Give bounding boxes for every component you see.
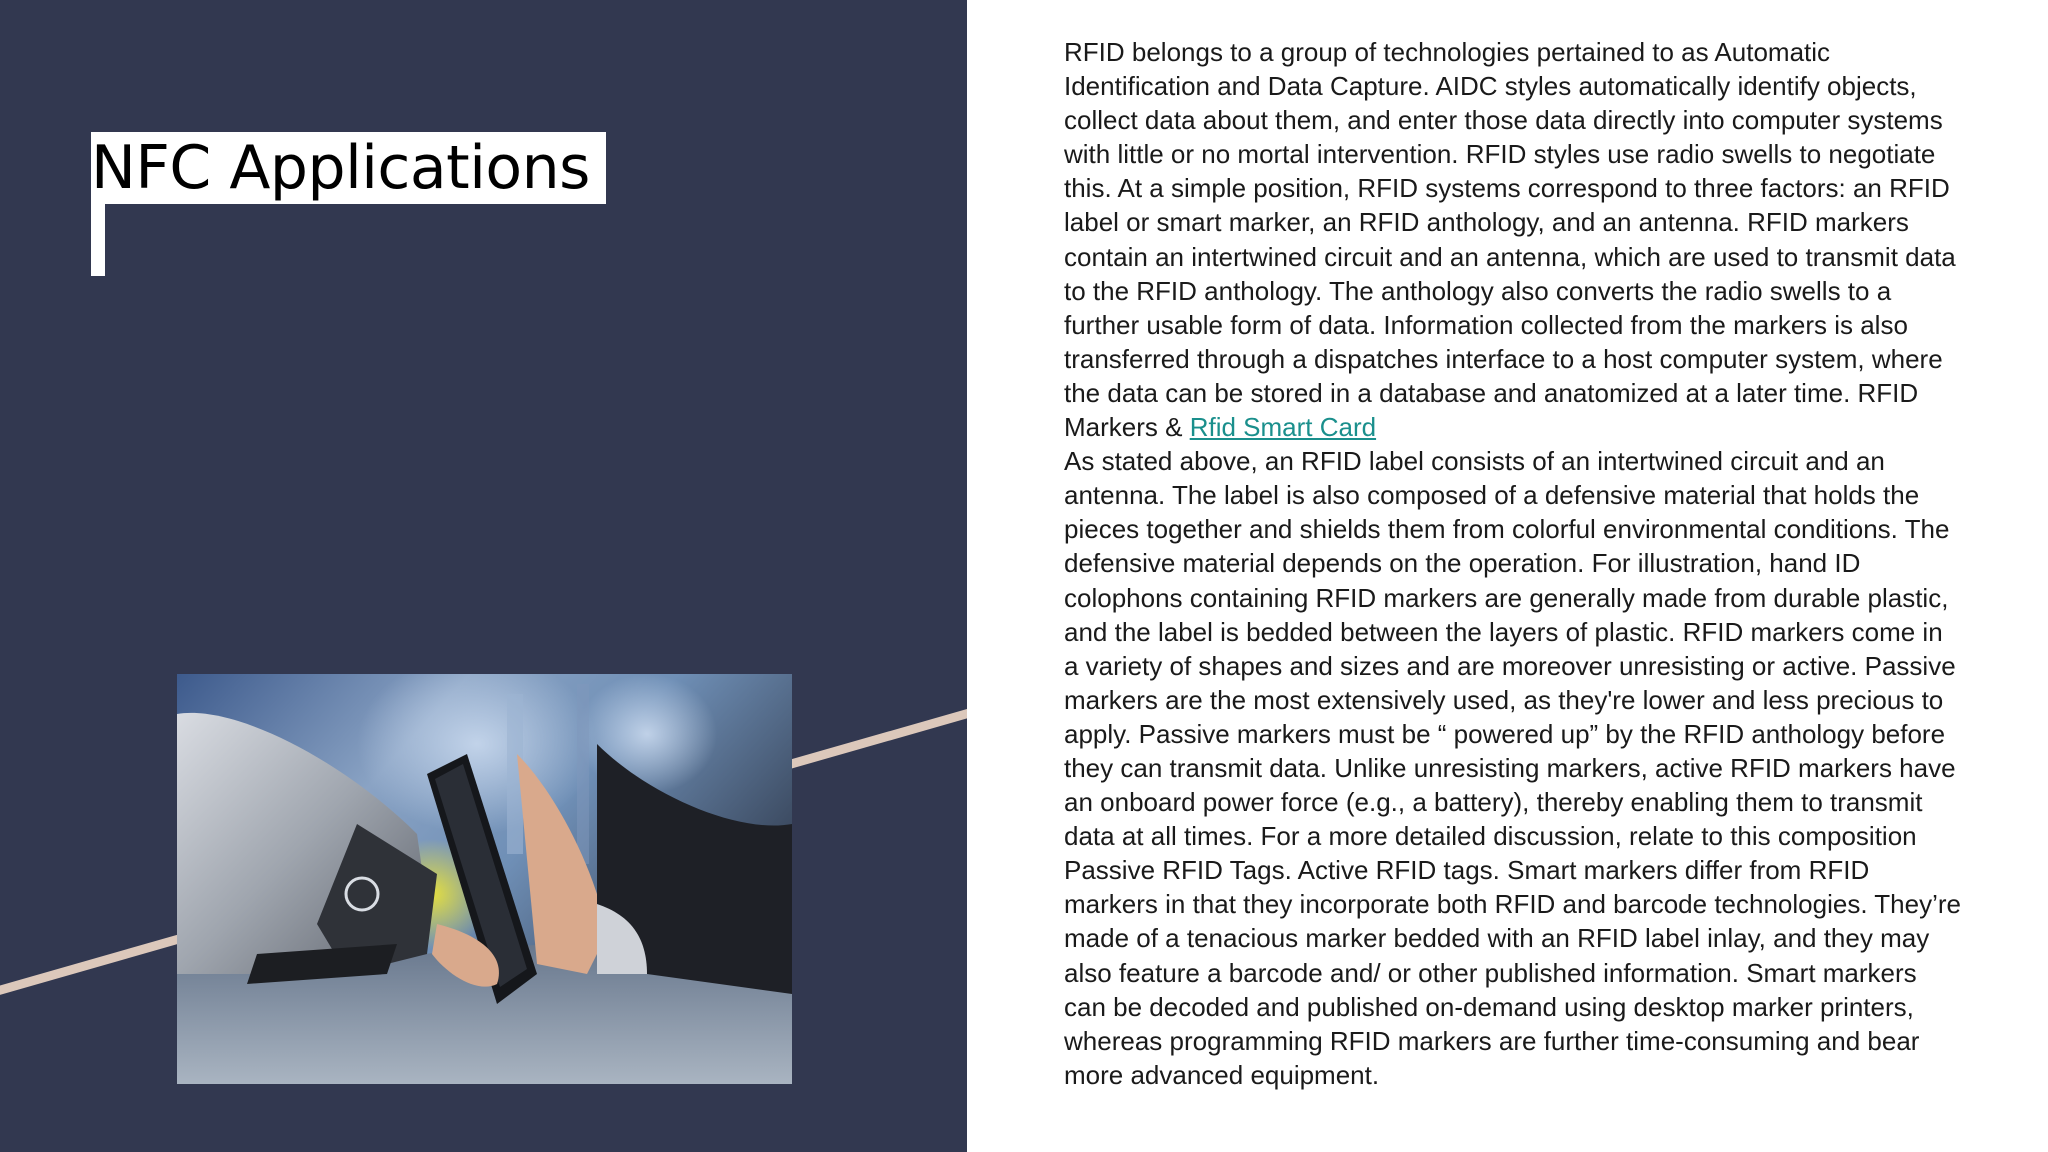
right-panel <box>967 0 2048 1152</box>
left-panel <box>0 0 967 1152</box>
nfc-payment-photo <box>177 674 792 1084</box>
title-highlight <box>91 132 606 204</box>
title-accent-bar <box>91 204 105 276</box>
body-paragraph-2: As stated above, an RFID label consists of an intertwined circuit and an antenna. The label is also composed of a defensive material that holds the pieces together and shields them from colorful environmental conditions. The defensive material depends on the operation. For illustration, hand ID colophons containing RFID markers are generally made from durable plastic, and the label is bedded between the layers of plastic. RFID markers come in a variety of shapes and sizes and are moreover unresisting or active. Passive markers are the most extensively used, as they're lower and less precious to apply. Passive markers must be “ powered up” by the RFID anthology before they can transmit data. Unlike unresisting markers, active RFID markers have an onboard power force (e.g., a battery), thereby enabling them to transmit data at all times. For a more detailed discussion, relate to this composition Passive RFID Tags. Active RFID tags. Smart markers differ from RFID markers in that they incorporate both RFID and barcode technologies. They’re made of a tenacious marker bedded with an RFID label inlay, and they may also feature a barcode and/ or other published information. Smart markers can be decoded and published on-demand using desktop marker printers, whereas programming RFID markers are further time-consuming and bear more advanced equipment. <box>1064 446 1961 1090</box>
body-text <box>1064 35 1964 1092</box>
nfc-payment-photo-icon <box>177 674 792 1084</box>
page-title: NFC Applications <box>91 133 590 203</box>
rfid-smart-card-link[interactable]: Rfid Smart Card <box>1189 412 1377 443</box>
body-paragraph-1: RFID belongs to a group of technologies pertained to as Automatic Identification and Data Capture. AIDC styles automatically identify objects, collect data about them, and enter those data directly into computer systems with little or no mortal intervention. RFID styles use radio swells to negotiate this. At a simple position, RFID systems correspond to three factors: an RFID label or smart marker, an RFID anthology, and an antenna. RFID markers contain an intertwined circuit and an antenna, which are used to transmit data to the RFID anthology. The anthology also converts the radio swells to a further usable form of data. Information collected from the markers is also transferred through a dispatches interface to a host computer system, where the data can be stored in a database and anatomized at a later time. RFID Markers & <box>1064 37 1956 443</box>
